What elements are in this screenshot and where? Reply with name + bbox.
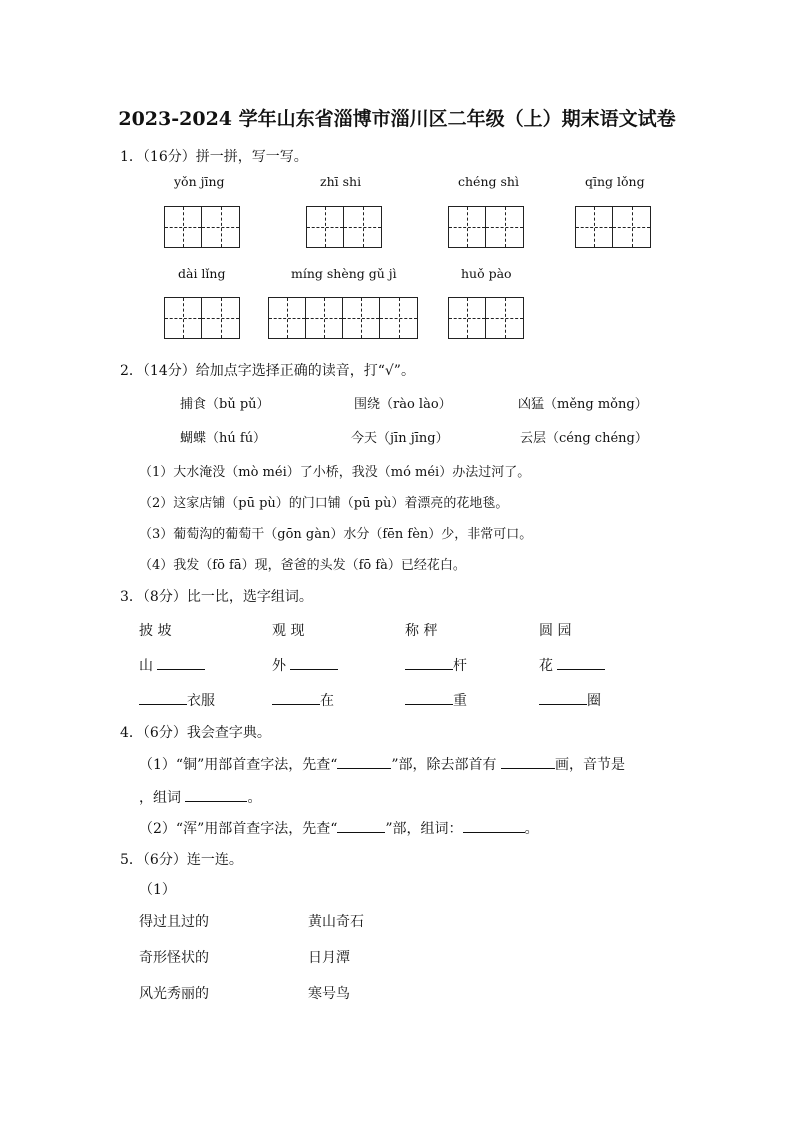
q3-pair-4: 圆 园 [539,623,572,639]
q1-write-grid-5[interactable] [164,297,240,339]
q2-word-6: 云层（céng chéng） [520,431,648,446]
q5-sub-label: （1） [139,882,176,898]
q2-sentence-3: （3）葡萄沟的葡萄干（gōn gàn）水分（fēn fèn）少，非常可口。 [139,527,533,542]
answer-blank[interactable] [405,690,453,705]
q5-right-1: 黄山奇石 [308,914,364,930]
answer-blank[interactable] [157,655,205,670]
answer-blank[interactable] [139,690,187,705]
q3-row2-item-1: 衣服 [139,690,215,710]
q5-right-3: 寒号鸟 [308,986,350,1002]
q1-pinyin-2: zhī shi [320,174,362,189]
answer-blank[interactable] [290,655,338,670]
q5-right-2: 日月潭 [308,950,350,966]
q2-sentence-1: （1）大水淹没（mò méi）了小桥，我没（mó méi）办法过河了。 [139,465,531,480]
q1-write-grid-2[interactable] [306,206,382,248]
answer-blank[interactable] [272,690,320,705]
q5-header: 5．（6分）连一连。 [120,852,243,868]
q1-pinyin-5: dài lǐng [178,266,226,281]
answer-blank[interactable] [463,818,525,833]
answer-blank[interactable] [337,754,391,769]
q3-header: 3．（8分）比一比，选字组词。 [120,589,313,605]
answer-blank[interactable] [501,754,555,769]
q3-pair-2: 观 现 [272,623,305,639]
q2-word-1: 捕食（bǔ pǔ） [180,397,270,412]
q1-write-grid-6[interactable] [268,297,418,339]
q3-pair-1: 披 坡 [139,623,172,639]
q1-pinyin-6: míng shèng gǔ jì [291,266,397,281]
q1-header: 1．（16分）拼一拼，写一写。 [120,149,308,165]
q4-header: 4．（6分）我会查字典。 [120,725,271,741]
q5-left-3: 风光秀丽的 [139,986,209,1002]
q1-write-grid-7[interactable] [448,297,524,339]
q1-pinyin-1: yǒn jīng [174,174,225,189]
answer-blank[interactable] [539,690,587,705]
q5-left-1: 得过且过的 [139,914,209,930]
q2-header: 2．（14分）给加点字选择正确的读音，打“√”。 [120,363,415,379]
q2-word-5: 今天（jīn jīng） [351,431,449,446]
q4-line-2: ，组词 。 [139,787,261,807]
q1-pinyin-7: huǒ pào [461,266,512,281]
answer-blank[interactable] [185,787,247,802]
answer-blank[interactable] [405,655,453,670]
q3-row2-item-4: 圈 [539,690,601,710]
page-title: 2023-2024 学年山东省淄博市淄川区二年级（上）期末语文试卷 [118,108,676,130]
q2-word-3: 凶猛（měng mǒng） [518,397,648,412]
q1-write-grid-1[interactable] [164,206,240,248]
q3-pair-3: 称 秤 [405,623,438,639]
q3-row1-item-2: 外 [272,655,338,675]
q1-pinyin-4: qīng lǒng [585,174,645,189]
answer-blank[interactable] [337,818,385,833]
q3-row1-item-3: 杆 [405,655,467,675]
q1-write-grid-4[interactable] [575,206,651,248]
q2-sentence-4: （4）我发（fō fā）现，爸爸的头发（fō fà）已经花白。 [139,558,466,573]
q3-row2-item-2: 在 [272,690,334,710]
q2-word-4: 蝴蝶（hú fú） [180,431,267,446]
q4-line-3: （2）“浑”用部首查字法，先查“ ”部，组词： 。 [139,818,539,838]
q4-line-1: （1）“铜”用部首查字法，先查“ ”部，除去部首有 画，音节是 [139,754,625,774]
q2-word-2: 围绕（rào lào） [354,397,452,412]
q1-write-grid-3[interactable] [448,206,524,248]
q3-row1-item-1: 山 [139,655,205,675]
q2-sentence-2: （2）这家店铺（pū pù）的门口铺（pū pù）着漂亮的花地毯。 [139,496,509,511]
q5-left-2: 奇形怪状的 [139,950,209,966]
q3-row2-item-3: 重 [405,690,467,710]
q3-row1-item-4: 花 [539,655,605,675]
q1-pinyin-3: chéng shì [458,174,519,189]
answer-blank[interactable] [557,655,605,670]
